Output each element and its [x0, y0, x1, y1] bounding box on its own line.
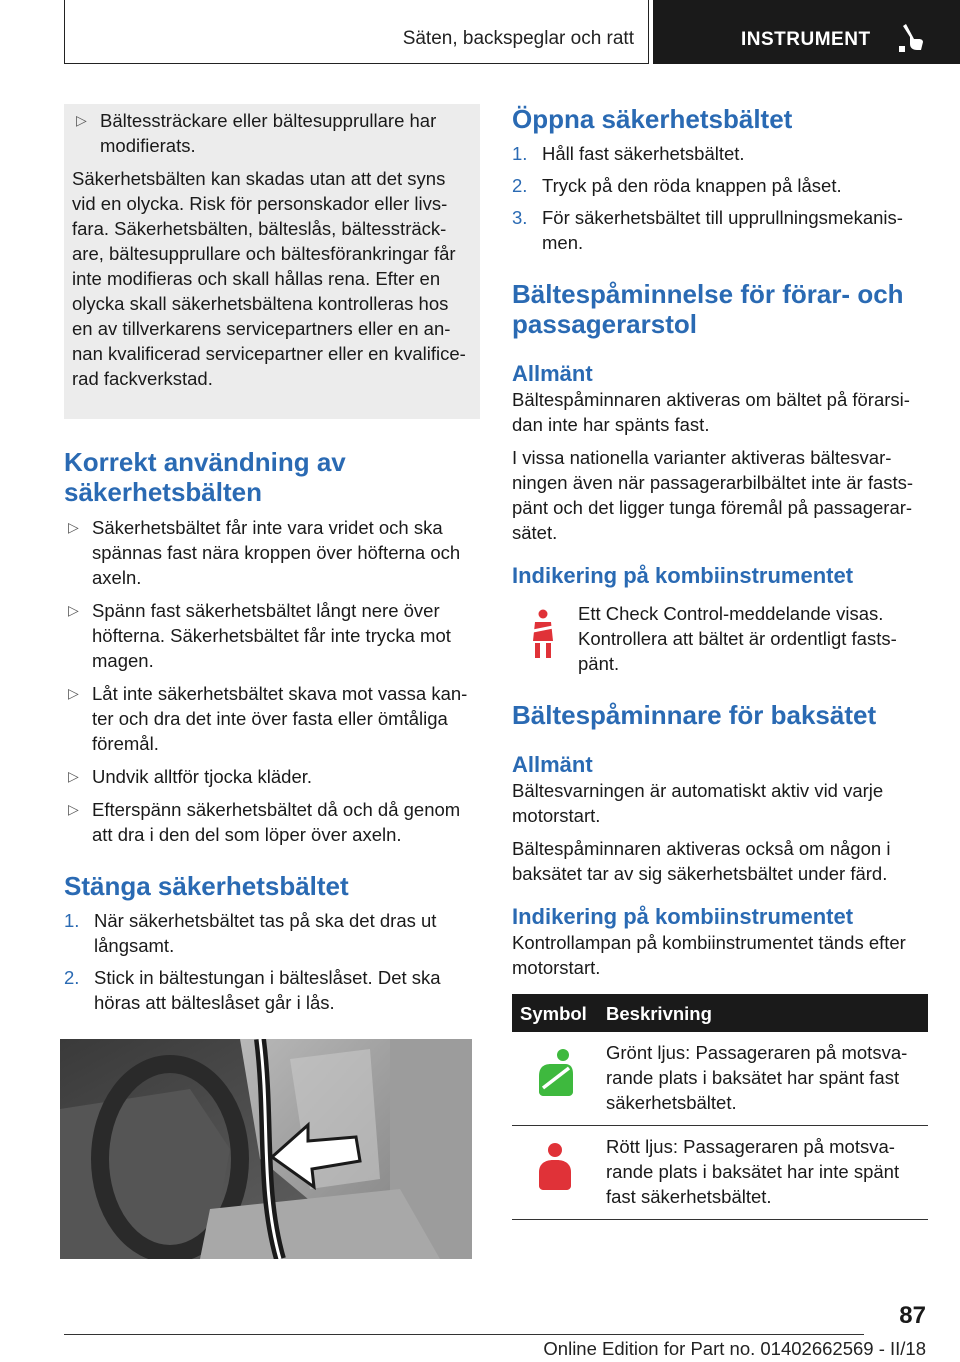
indication-row	[512, 601, 928, 676]
triangle-bullet-icon: ▷	[68, 602, 79, 618]
chapter-tab[interactable]	[653, 0, 960, 64]
subsection-heading: Indikering på kombiinstrumentet	[512, 563, 854, 588]
triangle-bullet-icon: ▷	[68, 801, 79, 817]
list-item: 1. Håll fast säkerhetsbältet.	[512, 143, 745, 164]
symbol-cell	[512, 1126, 598, 1220]
section-heading: Bältespåminnare för baksätet	[512, 700, 877, 730]
header-section-box	[64, 0, 649, 64]
column-header-symbol: Symbol	[512, 994, 598, 1032]
column-header-description: Beskrivning	[598, 994, 928, 1032]
list-item: ▷ Låt inte säkerhetsbältet skava mot vassa kanter och dra det inte över fasta eller ömtåliga föremål.	[68, 683, 468, 754]
footer-edition-text: Online Edition for Part no. 01402662569 - II/18	[543, 1338, 926, 1359]
paragraph: Kontrollampan på kombiinstrumentet tänds efter motorstart.	[512, 932, 906, 978]
list-item: 3. För säkerhetsbältet till upprullningsmekanismen.	[512, 207, 903, 253]
subsection-heading: Allmänt	[512, 752, 593, 777]
seatbelt-photo	[60, 1039, 472, 1259]
list-item	[72, 108, 472, 158]
warning-bullet-text: Bältessträckare eller bältesupprullare har modifierats.	[100, 110, 437, 156]
seatbelt-warning-icon	[530, 609, 556, 665]
footer-divider	[64, 1334, 864, 1335]
warning-text: Säkerhetsbälten kan skadas utan att det syns vid en olycka. Risk för personskador eller livsfara. Säkerhetsbälten, bälteslås, bältessträckare, bältesupprullare och bältesförankringar får inte modifieras och skall hållas rena. Efter en olycka skall säkerhetsbältena kontrolleras hos en av tillverkarens servicepartners eller en annan kvalificerad servicepartner eller en kvalificerad fackverkstad.	[72, 168, 466, 389]
list-item: 2. Stick in bältestungan i bälteslåset. Det ska höras att bälteslåset går i lås.	[64, 967, 441, 1013]
close-steps-list	[64, 908, 480, 1015]
subsection-heading: Allmänt	[512, 361, 593, 386]
page-number: 87	[899, 1302, 926, 1329]
paragraph: Bältesvarningen är automatiskt aktiv vid varje motorstart.	[512, 780, 884, 826]
section-heading: Bältespåminnelse för förar- och passagerarstol	[512, 279, 904, 339]
table-row	[512, 1126, 928, 1220]
correct-use-list	[64, 515, 480, 847]
section-title: Säten, backspeglar och ratt	[402, 28, 634, 49]
table-row	[512, 1032, 928, 1126]
list-item: ▷ Efterspänn säkerhetsbältet då och då genom att dra i den del som löper över axeln.	[68, 799, 461, 845]
seatbelt-fastened-green-icon	[533, 1079, 577, 1100]
symbol-cell	[512, 1032, 598, 1126]
list-item: ▷ Undvik alltför tjocka kläder.	[68, 766, 313, 787]
paragraph: I vissa nationella varianter aktiveras bältesvarningen även när passagerarbilbältet inte är fastspänt och det ligger tunga föremål på passagerarsätet.	[512, 447, 914, 543]
open-steps-list	[512, 141, 928, 255]
description-cell: Rött ljus: Passageraren på motsvarande plats i baksätet har inte spänt fast säkerhetsbältet.	[598, 1126, 928, 1220]
paragraph: Bältespåminnaren aktiveras också om någon i baksätet tar av sig säkerhetsbältet under färd.	[512, 838, 891, 884]
warning-box	[64, 104, 480, 419]
pointing-hand-icon	[899, 24, 925, 57]
subsection-heading: Indikering på kombiinstrumentet	[512, 904, 854, 929]
paragraph: Bältespåminnaren aktiveras om bältet på förarsidan inte har spänts fast.	[512, 389, 910, 435]
table-header-row	[512, 994, 928, 1032]
triangle-bullet-icon: ▷	[68, 519, 79, 535]
symbol-table	[512, 994, 928, 1220]
left-column	[64, 104, 480, 1259]
triangle-bullet-icon: ▷	[68, 685, 79, 701]
section-heading: Stänga säkerhetsbältet	[64, 871, 349, 901]
triangle-bullet-icon: ▷	[68, 768, 79, 784]
description-cell: Grönt ljus: Passageraren på motsvarande plats i baksätet har spänt fast säkerhetsbältet.	[598, 1032, 928, 1126]
seatbelt-unfastened-red-icon	[533, 1173, 577, 1194]
list-item: 1. När säkerhetsbältet tas på ska det dras ut långsamt.	[64, 910, 437, 956]
triangle-bullet-icon: ▷	[76, 112, 87, 128]
chapter-tab-label: INSTRUMENT	[741, 29, 871, 50]
section-heading: Korrekt användning av säkerhetsbälten	[64, 447, 346, 507]
right-column	[512, 104, 928, 1220]
list-item: 2. Tryck på den röda knappen på låset.	[512, 175, 842, 196]
list-item: ▷ Säkerhetsbältet får inte vara vridet och ska spännas fast nära kroppen över höfterna och axeln.	[68, 517, 461, 588]
section-heading: Öppna säkerhetsbältet	[512, 104, 793, 134]
indication-text: Ett Check Control-meddelande visas. Kontrollera att bältet är ordentligt fastspänt.	[578, 603, 897, 674]
list-item: ▷ Spänn fast säkerhetsbältet långt nere över höfterna. Säkerhetsbältet får inte trycka mot magen.	[68, 600, 451, 671]
